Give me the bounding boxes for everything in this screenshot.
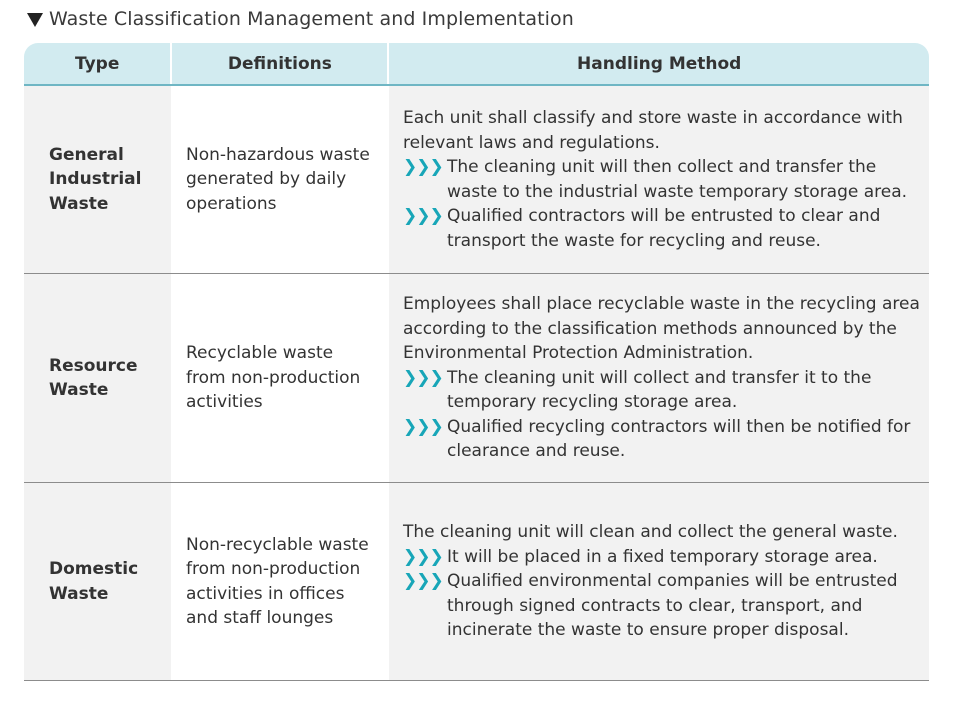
bullet-item [403, 545, 921, 570]
chevron-right-icon: ❯❯❯ [403, 367, 443, 388]
type-cell: General Industrial Waste [24, 86, 171, 273]
triangle-down-icon [27, 13, 43, 27]
section-title-text: Waste Classification Management and Implementation [49, 8, 574, 30]
type-cell: Resource Waste [24, 274, 171, 482]
bullet-item [403, 366, 921, 415]
section-title [27, 8, 574, 30]
type-cell: Domestic Waste [24, 483, 171, 680]
definition-cell: Non-recyclable waste from non-production activities in offices and staff lounges [171, 483, 387, 680]
chevron-right-icon: ❯❯❯ [403, 571, 443, 592]
chevron-right-icon: ❯❯❯ [403, 157, 443, 177]
bullet-item [403, 415, 921, 464]
handling-intro: Each unit shall classify and store waste in accordance with relevant laws and regulations. [403, 108, 903, 153]
bullet-item [403, 569, 921, 643]
bullet-text: It will be placed in a fixed temporary storage area. [447, 546, 878, 567]
handling-cell [387, 274, 929, 482]
table-row [24, 483, 929, 681]
waste-table [24, 43, 929, 681]
handling-intro: The cleaning unit will clean and collect the general waste. [403, 522, 898, 543]
bullet-text: Qualified contractors will be entrusted to clear and transport the waste for recycling and reuse. [447, 206, 881, 251]
chevron-right-icon: ❯❯❯ [403, 546, 443, 567]
handling-intro: Employees shall place recyclable waste in the recycling area according to the classification methods announced by the Environmental Protection Administration. [403, 294, 920, 364]
chevron-right-icon: ❯❯❯ [403, 206, 443, 226]
table-header [24, 43, 929, 86]
table-row [24, 86, 929, 274]
table-row [24, 274, 929, 483]
chevron-right-icon: ❯❯❯ [403, 416, 443, 437]
bullet-text: The cleaning unit will then collect and transfer the waste to the industrial waste temporary storage area. [447, 157, 908, 202]
bullet-item [403, 204, 921, 253]
bullet-text: Qualified environmental companies will be entrusted through signed contracts to clear, transport, and incinerate the waste to ensure proper disposal. [447, 571, 898, 641]
handling-cell [387, 483, 929, 680]
bullet-item [403, 155, 921, 204]
definition-cell: Recyclable waste from non-production activities [171, 274, 387, 482]
bullet-text: Qualified recycling contractors will then be notified for clearance and reuse. [447, 416, 911, 462]
handling-cell [387, 86, 929, 273]
definition-cell: Non-hazardous waste generated by daily operations [171, 86, 387, 273]
bullet-text: The cleaning unit will collect and transfer it to the temporary recycling storage area. [447, 367, 872, 413]
header-handling-method: Handling Method [387, 43, 929, 84]
header-type: Type [74, 53, 120, 74]
header-definitions: Definitions [170, 43, 387, 84]
